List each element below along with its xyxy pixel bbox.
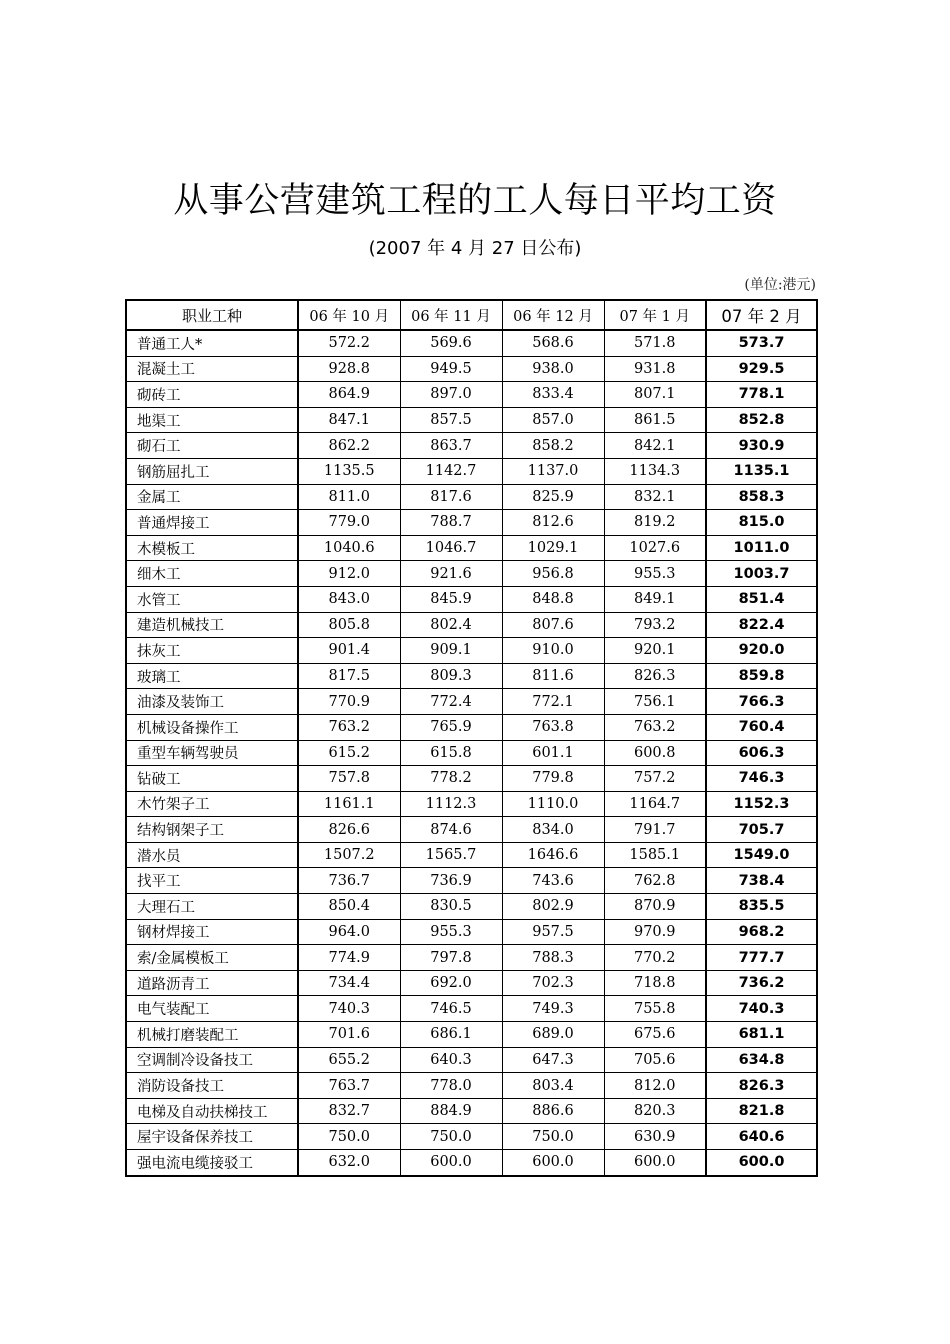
- wage-cell: 797.8: [400, 945, 502, 971]
- wage-cell: 842.1: [604, 433, 706, 459]
- wage-cell: 812.6: [502, 510, 604, 536]
- table-row: [126, 919, 817, 945]
- wage-cell: 750.0: [502, 1124, 604, 1150]
- wage-cell: 1046.7: [400, 535, 502, 561]
- wage-cell: 886.6: [502, 1098, 604, 1124]
- table-row: [126, 458, 817, 484]
- table-row: [126, 740, 817, 766]
- wage-cell: 1040.6: [298, 535, 400, 561]
- wage-cell: 615.2: [298, 740, 400, 766]
- latest-wage-cell: 640.6: [706, 1124, 817, 1150]
- latest-wage-cell: 821.8: [706, 1098, 817, 1124]
- wage-cell: 964.0: [298, 919, 400, 945]
- occupation-cell: 普通工人*: [126, 330, 298, 356]
- table-row: [126, 1022, 817, 1048]
- occupation-cell: 机械设备操作工: [126, 714, 298, 740]
- occupation-cell: 砌砖工: [126, 382, 298, 408]
- wage-cell: 740.3: [298, 996, 400, 1022]
- wage-table: [125, 299, 818, 1177]
- occupation-cell: 油漆及装饰工: [126, 689, 298, 715]
- wage-cell: 788.7: [400, 510, 502, 536]
- latest-wage-cell: 822.4: [706, 612, 817, 638]
- occupation-cell: 木竹架子工: [126, 791, 298, 817]
- occupation-cell: 空调制冷设备技工: [126, 1047, 298, 1073]
- wage-cell: 861.5: [604, 407, 706, 433]
- table-body: [126, 330, 817, 1176]
- wage-cell: 778.0: [400, 1073, 502, 1099]
- wage-cell: 718.8: [604, 970, 706, 996]
- latest-wage-cell: 852.8: [706, 407, 817, 433]
- wage-cell: 809.3: [400, 663, 502, 689]
- latest-wage-cell: 859.8: [706, 663, 817, 689]
- wage-cell: 749.3: [502, 996, 604, 1022]
- wage-cell: 569.6: [400, 330, 502, 356]
- latest-wage-cell: 634.8: [706, 1047, 817, 1073]
- wage-cell: 774.9: [298, 945, 400, 971]
- column-header-month: 06 年 11 月: [400, 300, 502, 330]
- wage-cell: 830.5: [400, 894, 502, 920]
- latest-wage-cell: 930.9: [706, 433, 817, 459]
- table-row: [126, 945, 817, 971]
- latest-wage-cell: 968.2: [706, 919, 817, 945]
- occupation-cell: 机械打磨装配工: [126, 1022, 298, 1048]
- occupation-cell: 木模板工: [126, 535, 298, 561]
- wage-cell: 689.0: [502, 1022, 604, 1048]
- wage-cell: 833.4: [502, 382, 604, 408]
- latest-wage-cell: 746.3: [706, 766, 817, 792]
- wage-cell: 1110.0: [502, 791, 604, 817]
- occupation-cell: 找平工: [126, 868, 298, 894]
- table-row: [126, 868, 817, 894]
- wage-cell: 743.6: [502, 868, 604, 894]
- occupation-cell: 大理石工: [126, 894, 298, 920]
- table-row: [126, 1047, 817, 1073]
- wage-cell: 970.9: [604, 919, 706, 945]
- occupation-cell: 抹灰工: [126, 638, 298, 664]
- latest-wage-cell: 681.1: [706, 1022, 817, 1048]
- wage-cell: 734.4: [298, 970, 400, 996]
- wage-cell: 802.4: [400, 612, 502, 638]
- wage-cell: 884.9: [400, 1098, 502, 1124]
- wage-cell: 863.7: [400, 433, 502, 459]
- occupation-cell: 钢材焊接工: [126, 919, 298, 945]
- wage-cell: 862.2: [298, 433, 400, 459]
- latest-wage-cell: 851.4: [706, 586, 817, 612]
- wage-cell: 858.2: [502, 433, 604, 459]
- wage-cell: 802.9: [502, 894, 604, 920]
- table-row: [126, 766, 817, 792]
- latest-wage-cell: 1152.3: [706, 791, 817, 817]
- wage-cell: 803.4: [502, 1073, 604, 1099]
- wage-cell: 770.9: [298, 689, 400, 715]
- table-row: [126, 612, 817, 638]
- wage-cell: 817.6: [400, 484, 502, 510]
- wage-cell: 826.3: [604, 663, 706, 689]
- wage-cell: 630.9: [604, 1124, 706, 1150]
- latest-wage-cell: 760.4: [706, 714, 817, 740]
- latest-wage-cell: 573.7: [706, 330, 817, 356]
- table-row: [126, 535, 817, 561]
- wage-cell: 655.2: [298, 1047, 400, 1073]
- table-row: [126, 894, 817, 920]
- wage-cell: 1142.7: [400, 458, 502, 484]
- table-row: [126, 510, 817, 536]
- table-row: [126, 382, 817, 408]
- wage-cell: 765.9: [400, 714, 502, 740]
- table-row: [126, 407, 817, 433]
- latest-wage-cell: 606.3: [706, 740, 817, 766]
- wage-cell: 1161.1: [298, 791, 400, 817]
- latest-wage-cell: 738.4: [706, 868, 817, 894]
- wage-cell: 843.0: [298, 586, 400, 612]
- latest-wage-cell: 826.3: [706, 1073, 817, 1099]
- wage-cell: 845.9: [400, 586, 502, 612]
- column-header-month: 06 年 10 月: [298, 300, 400, 330]
- wage-cell: 832.1: [604, 484, 706, 510]
- latest-wage-cell: 766.3: [706, 689, 817, 715]
- wage-cell: 912.0: [298, 561, 400, 587]
- wage-cell: 601.1: [502, 740, 604, 766]
- table-row: [126, 586, 817, 612]
- occupation-cell: 结构钢架子工: [126, 817, 298, 843]
- table-row: [126, 842, 817, 868]
- wage-cell: 750.0: [298, 1124, 400, 1150]
- latest-wage-cell: 858.3: [706, 484, 817, 510]
- wage-cell: 921.6: [400, 561, 502, 587]
- occupation-cell: 钻破工: [126, 766, 298, 792]
- wage-cell: 1646.6: [502, 842, 604, 868]
- wage-cell: 791.7: [604, 817, 706, 843]
- wage-cell: 686.1: [400, 1022, 502, 1048]
- wage-cell: 910.0: [502, 638, 604, 664]
- wage-cell: 1585.1: [604, 842, 706, 868]
- column-header-latest-month: 07 年 2 月: [706, 300, 817, 330]
- wage-cell: 632.0: [298, 1150, 400, 1176]
- wage-cell: 834.0: [502, 817, 604, 843]
- table-row: [126, 970, 817, 996]
- wage-cell: 762.8: [604, 868, 706, 894]
- wage-cell: 807.1: [604, 382, 706, 408]
- wage-cell: 750.0: [400, 1124, 502, 1150]
- publication-date: (2007 年 4 月 27 日公布): [368, 238, 582, 259]
- wage-cell: 788.3: [502, 945, 604, 971]
- occupation-cell: 细木工: [126, 561, 298, 587]
- wage-cell: 817.5: [298, 663, 400, 689]
- wage-cell: 647.3: [502, 1047, 604, 1073]
- occupation-cell: 重型车辆驾驶员: [126, 740, 298, 766]
- wage-cell: 1164.7: [604, 791, 706, 817]
- occupation-cell: 混凝土工: [126, 356, 298, 382]
- table-row: [126, 433, 817, 459]
- table-row: [126, 330, 817, 356]
- table-row: [126, 1150, 817, 1176]
- wage-cell: 615.8: [400, 740, 502, 766]
- table-row: [126, 663, 817, 689]
- table-row: [126, 996, 817, 1022]
- wage-cell: 920.1: [604, 638, 706, 664]
- wage-cell: 901.4: [298, 638, 400, 664]
- wage-cell: 770.2: [604, 945, 706, 971]
- wage-cell: 779.0: [298, 510, 400, 536]
- table-row: [126, 1098, 817, 1124]
- latest-wage-cell: 815.0: [706, 510, 817, 536]
- wage-cell: 736.7: [298, 868, 400, 894]
- wage-cell: 763.2: [298, 714, 400, 740]
- wage-cell: 755.8: [604, 996, 706, 1022]
- latest-wage-cell: 600.0: [706, 1150, 817, 1176]
- latest-wage-cell: 1135.1: [706, 458, 817, 484]
- wage-cell: 702.3: [502, 970, 604, 996]
- wage-cell: 571.8: [604, 330, 706, 356]
- occupation-cell: 金属工: [126, 484, 298, 510]
- wage-cell: 692.0: [400, 970, 502, 996]
- wage-cell: 949.5: [400, 356, 502, 382]
- occupation-cell: 消防设备技工: [126, 1073, 298, 1099]
- wage-cell: 675.6: [604, 1022, 706, 1048]
- wage-cell: 826.6: [298, 817, 400, 843]
- wage-cell: 957.5: [502, 919, 604, 945]
- latest-wage-cell: 929.5: [706, 356, 817, 382]
- table-header-row: [126, 300, 817, 330]
- wage-cell: 909.1: [400, 638, 502, 664]
- wage-cell: 819.2: [604, 510, 706, 536]
- wage-cell: 772.4: [400, 689, 502, 715]
- wage-cell: 848.8: [502, 586, 604, 612]
- wage-cell: 600.0: [400, 1150, 502, 1176]
- table-row: [126, 561, 817, 587]
- latest-wage-cell: 740.3: [706, 996, 817, 1022]
- wage-cell: 763.2: [604, 714, 706, 740]
- wage-cell: 812.0: [604, 1073, 706, 1099]
- latest-wage-cell: 1003.7: [706, 561, 817, 587]
- table-row: [126, 714, 817, 740]
- wage-cell: 1137.0: [502, 458, 604, 484]
- table-row: [126, 689, 817, 715]
- wage-cell: 857.0: [502, 407, 604, 433]
- wage-cell: 832.7: [298, 1098, 400, 1124]
- wage-cell: 864.9: [298, 382, 400, 408]
- wage-cell: 763.7: [298, 1073, 400, 1099]
- wage-cell: 757.8: [298, 766, 400, 792]
- table-row: [126, 817, 817, 843]
- wage-cell: 1029.1: [502, 535, 604, 561]
- occupation-cell: 砌石工: [126, 433, 298, 459]
- occupation-cell: 建造机械技工: [126, 612, 298, 638]
- wage-cell: 763.8: [502, 714, 604, 740]
- occupation-cell: 水管工: [126, 586, 298, 612]
- occupation-cell: 钢筋屈扎工: [126, 458, 298, 484]
- wage-cell: 701.6: [298, 1022, 400, 1048]
- wage-cell: 1112.3: [400, 791, 502, 817]
- wage-cell: 779.8: [502, 766, 604, 792]
- wage-cell: 778.2: [400, 766, 502, 792]
- wage-cell: 1135.5: [298, 458, 400, 484]
- occupation-cell: 电梯及自动扶梯技工: [126, 1098, 298, 1124]
- wage-cell: 850.4: [298, 894, 400, 920]
- occupation-cell: 强电流电缆接驳工: [126, 1150, 298, 1176]
- column-header-occupation: 职业工种: [126, 300, 298, 330]
- wage-cell: 811.6: [502, 663, 604, 689]
- latest-wage-cell: 1011.0: [706, 535, 817, 561]
- wage-cell: 1565.7: [400, 842, 502, 868]
- wage-cell: 772.1: [502, 689, 604, 715]
- table-row: [126, 1124, 817, 1150]
- wage-cell: 807.6: [502, 612, 604, 638]
- table-row: [126, 484, 817, 510]
- latest-wage-cell: 835.5: [706, 894, 817, 920]
- wage-cell: 955.3: [400, 919, 502, 945]
- wage-cell: 938.0: [502, 356, 604, 382]
- latest-wage-cell: 1549.0: [706, 842, 817, 868]
- latest-wage-cell: 920.0: [706, 638, 817, 664]
- wage-cell: 825.9: [502, 484, 604, 510]
- wage-cell: 811.0: [298, 484, 400, 510]
- wage-cell: 705.6: [604, 1047, 706, 1073]
- wage-cell: 572.2: [298, 330, 400, 356]
- wage-cell: 600.0: [502, 1150, 604, 1176]
- wage-cell: 897.0: [400, 382, 502, 408]
- wage-cell: 931.8: [604, 356, 706, 382]
- table-row: [126, 791, 817, 817]
- wage-cell: 793.2: [604, 612, 706, 638]
- unit-label: (单位:港元): [744, 277, 816, 293]
- wage-cell: 568.6: [502, 330, 604, 356]
- wage-cell: 847.1: [298, 407, 400, 433]
- wage-cell: 955.3: [604, 561, 706, 587]
- occupation-cell: 电气装配工: [126, 996, 298, 1022]
- wage-cell: 956.8: [502, 561, 604, 587]
- wage-cell: 805.8: [298, 612, 400, 638]
- latest-wage-cell: 736.2: [706, 970, 817, 996]
- occupation-cell: 潜水员: [126, 842, 298, 868]
- wage-cell: 928.8: [298, 356, 400, 382]
- wage-cell: 1134.3: [604, 458, 706, 484]
- table-row: [126, 356, 817, 382]
- occupation-cell: 屋宇设备保养技工: [126, 1124, 298, 1150]
- occupation-cell: 道路沥青工: [126, 970, 298, 996]
- wage-cell: 640.3: [400, 1047, 502, 1073]
- wage-cell: 1027.6: [604, 535, 706, 561]
- wage-cell: 857.5: [400, 407, 502, 433]
- latest-wage-cell: 777.7: [706, 945, 817, 971]
- wage-cell: 600.0: [604, 1150, 706, 1176]
- latest-wage-cell: 705.7: [706, 817, 817, 843]
- wage-cell: 1507.2: [298, 842, 400, 868]
- wage-cell: 600.8: [604, 740, 706, 766]
- occupation-cell: 地渠工: [126, 407, 298, 433]
- wage-cell: 746.5: [400, 996, 502, 1022]
- wage-cell: 736.9: [400, 868, 502, 894]
- occupation-cell: 普通焊接工: [126, 510, 298, 536]
- page-title: 从事公营建筑工程的工人每日平均工资: [173, 181, 777, 221]
- wage-cell: 820.3: [604, 1098, 706, 1124]
- table-row: [126, 1073, 817, 1099]
- wage-cell: 870.9: [604, 894, 706, 920]
- wage-cell: 874.6: [400, 817, 502, 843]
- wage-cell: 757.2: [604, 766, 706, 792]
- table-row: [126, 638, 817, 664]
- wage-cell: 756.1: [604, 689, 706, 715]
- column-header-month: 06 年 12 月: [502, 300, 604, 330]
- wage-cell: 849.1: [604, 586, 706, 612]
- latest-wage-cell: 778.1: [706, 382, 817, 408]
- column-header-month: 07 年 1 月: [604, 300, 706, 330]
- occupation-cell: 索/金属模板工: [126, 945, 298, 971]
- occupation-cell: 玻璃工: [126, 663, 298, 689]
